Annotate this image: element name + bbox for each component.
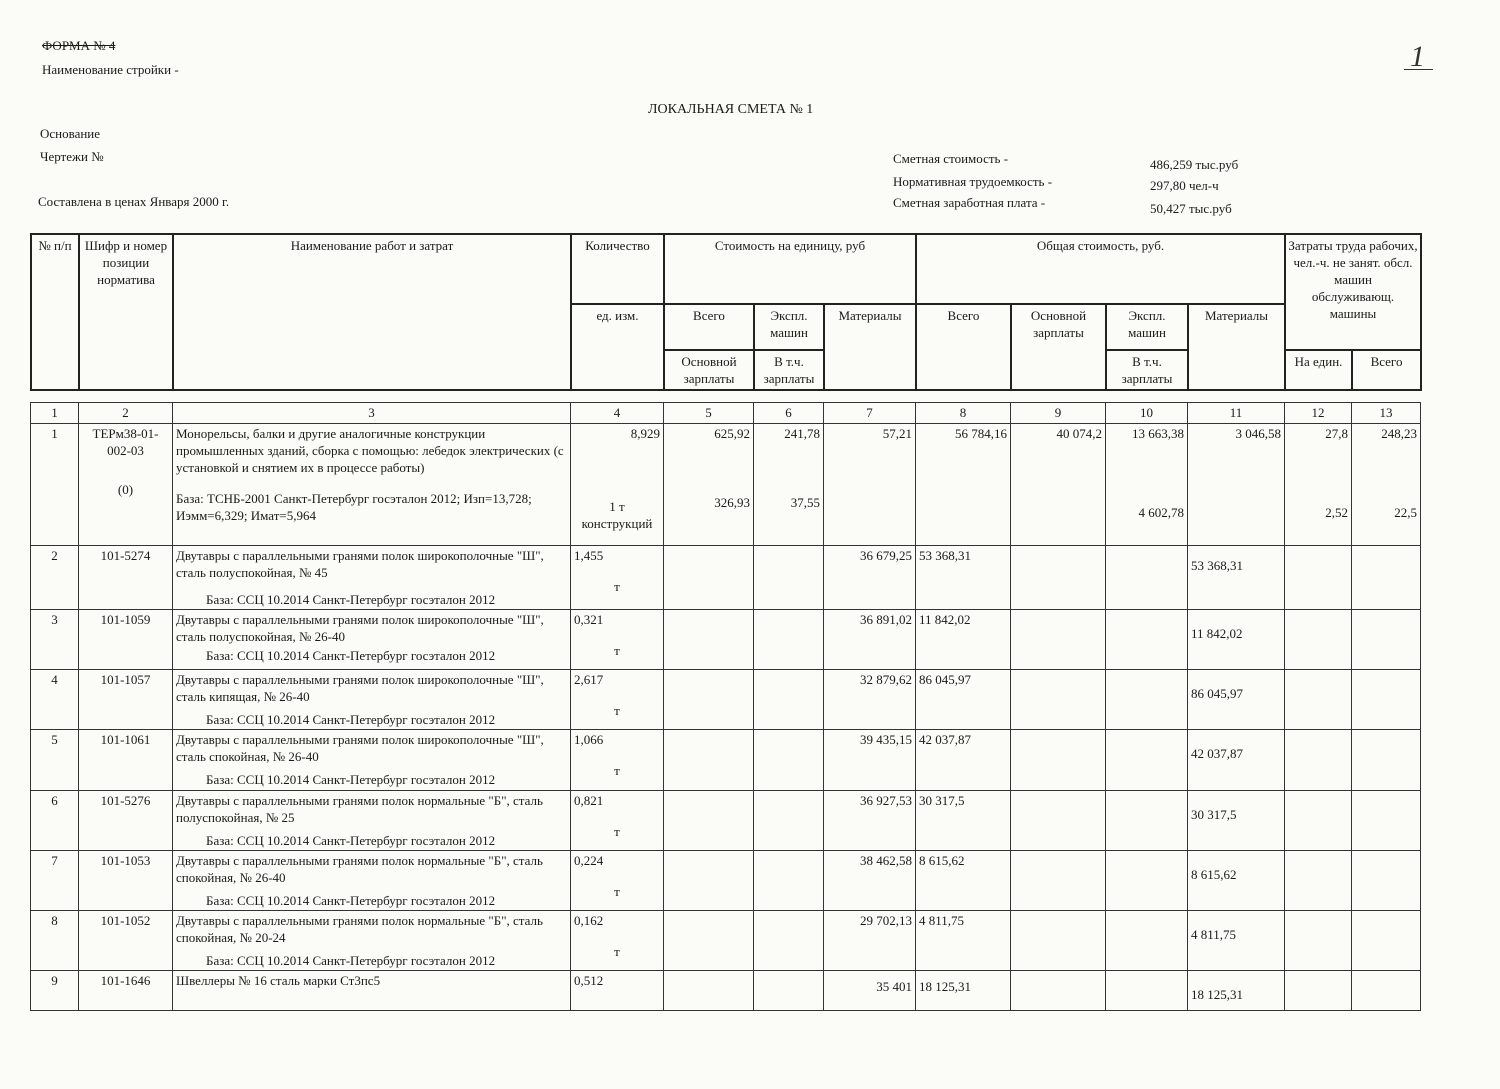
col-number: 6 <box>754 403 824 424</box>
row-c11 <box>1188 851 1285 911</box>
row-code: 101-1061 <box>79 730 173 791</box>
header-labor-total: Всего <box>1352 350 1421 390</box>
summary-label-cost: Сметная стоимость - <box>893 151 1009 166</box>
row-c12 <box>1285 911 1352 971</box>
row-c9 <box>1011 546 1106 610</box>
row-c11 <box>1188 971 1285 1011</box>
row-no: 4 <box>31 670 79 730</box>
row-no: 3 <box>31 610 79 670</box>
row-c7: 36 891,02 <box>824 610 916 670</box>
row-c9 <box>1011 791 1106 851</box>
row-c11-value: 53 368,31 <box>1191 558 1243 573</box>
row-c11 <box>1188 670 1285 730</box>
row-c8 <box>916 971 1011 1011</box>
row-no: 9 <box>31 971 79 1011</box>
row-c9 <box>1011 730 1106 791</box>
row-c12-sub: 2,52 <box>1325 505 1348 520</box>
row-qty <box>571 730 664 791</box>
row-base: База: ССЦ 10.2014 Санкт-Петербург госэталон 2012 <box>206 592 496 607</box>
row-unit: т <box>614 763 620 778</box>
row-qty-value: 1,455 <box>574 548 604 563</box>
row-base: База: ССЦ 10.2014 Санкт-Петербург госэталон 2012 <box>206 712 496 727</box>
estimate-header <box>30 233 1422 391</box>
drawings-label: Чертежи № <box>40 149 104 164</box>
row-c9 <box>1011 971 1106 1011</box>
row-name-text: Двутавры с параллельными гранями полок нормальные "Б", сталь спокойная, № 20-24 <box>176 913 543 945</box>
row-c8: 86 045,97 <box>916 670 1011 730</box>
col-number: 4 <box>571 403 664 424</box>
column-numbers-row <box>31 403 1421 424</box>
row-code: 101-5276 <box>79 791 173 851</box>
row-name <box>173 670 571 730</box>
row-c8: 42 037,87 <box>916 730 1011 791</box>
row-qty: 0,512 <box>571 971 664 1011</box>
header-per-unit: На един. <box>1285 350 1352 390</box>
row-qty-value: 8,929 <box>630 426 660 441</box>
col-number: 8 <box>916 403 1011 424</box>
col-number: 1 <box>31 403 79 424</box>
summary-value-labor: 297,80 чел-ч <box>1150 178 1219 193</box>
row-no: 8 <box>31 911 79 971</box>
header-unit-cost: Стоимость на единицу, руб <box>664 234 916 304</box>
row-c13 <box>1352 610 1421 670</box>
summary-value-wage: 50,427 тыс.руб <box>1150 201 1232 216</box>
row-c8: 11 842,02 <box>916 610 1011 670</box>
table-row <box>31 424 1421 546</box>
row-c6-sub: 37,55 <box>790 495 820 510</box>
header-expl: Экспл. машин <box>754 304 824 350</box>
row-c12-value: 27,8 <box>1325 426 1348 441</box>
header-qty: Количество <box>571 234 664 304</box>
col-number: 12 <box>1285 403 1352 424</box>
row-c10-sub: 4 602,78 <box>1138 505 1184 520</box>
row-qty-value: 0,821 <box>574 793 604 808</box>
row-c8: 8 615,62 <box>916 851 1011 911</box>
row-c10 <box>1106 424 1188 546</box>
row-qty <box>571 546 664 610</box>
row-unit: т <box>614 703 620 718</box>
row-c9 <box>1011 610 1106 670</box>
row-c6 <box>754 971 824 1011</box>
row-code: 101-1646 <box>79 971 173 1011</box>
col-number: 11 <box>1188 403 1285 424</box>
table-row <box>31 911 1421 971</box>
row-name <box>173 610 571 670</box>
row-c13 <box>1352 546 1421 610</box>
header-name: Наименование работ и затрат <box>173 234 571 390</box>
row-c11-value: 86 045,97 <box>1191 686 1243 701</box>
row-c10-value: 13 663,38 <box>1132 426 1184 441</box>
row-no: 7 <box>31 851 79 911</box>
row-name-text: Двутавры с параллельными гранями полок широкополочные "Ш", сталь спокойная, № 26-40 <box>176 732 544 764</box>
table-row <box>31 791 1421 851</box>
row-c5-sub: 326,93 <box>714 495 750 510</box>
header-labor-text: Затраты труда рабочих, чел.-ч. не занят. обсл. машин <box>1288 238 1418 287</box>
row-c12 <box>1285 791 1352 851</box>
row-c5-value: 625,92 <box>714 426 750 441</box>
form-number: ФОРМА № 4 <box>42 38 116 53</box>
row-unit: т <box>614 824 620 839</box>
header-basic-wage: Основной зарплаты <box>664 350 754 390</box>
row-c7: 36 927,53 <box>824 791 916 851</box>
row-unit: т <box>614 884 620 899</box>
row-base: База: ССЦ 10.2014 Санкт-Петербург госэталон 2012 <box>206 772 496 787</box>
row-c6 <box>754 730 824 791</box>
table-row <box>31 971 1421 1011</box>
row-no: 1 <box>31 424 79 546</box>
row-code <box>79 424 173 546</box>
row-name-text: Двутавры с параллельными гранями полок нормальные "Б", сталь спокойная, № 26-40 <box>176 853 543 885</box>
row-code: 101-1059 <box>79 610 173 670</box>
row-name <box>173 911 571 971</box>
row-c5 <box>664 971 754 1011</box>
row-c11 <box>1188 730 1285 791</box>
row-c13 <box>1352 911 1421 971</box>
header-unit: ед. изм. <box>571 304 664 390</box>
col-number: 2 <box>79 403 173 424</box>
row-qty <box>571 424 664 546</box>
row-c10 <box>1106 851 1188 911</box>
row-qty-value: 0,162 <box>574 913 604 928</box>
row-qty-value: 0,321 <box>574 612 604 627</box>
document-title: ЛОКАЛЬНАЯ СМЕТА № 1 <box>648 102 814 117</box>
row-c13-sub: 22,5 <box>1394 505 1417 520</box>
row-qty-value: 0,224 <box>574 853 604 868</box>
header-total-cost: Общая стоимость, руб. <box>916 234 1285 304</box>
row-name <box>173 791 571 851</box>
row-c9 <box>1011 670 1106 730</box>
row-c11 <box>1188 610 1285 670</box>
row-c7: 32 879,62 <box>824 670 916 730</box>
table-row <box>31 546 1421 610</box>
row-code: 101-1052 <box>79 911 173 971</box>
row-c5 <box>664 791 754 851</box>
construction-name-label: Наименование стройки - <box>42 62 179 77</box>
row-code-sub: (0) <box>117 482 134 497</box>
col-number: 9 <box>1011 403 1106 424</box>
row-c10 <box>1106 670 1188 730</box>
row-unit: т <box>614 579 620 594</box>
row-c13 <box>1352 730 1421 791</box>
row-c13 <box>1352 424 1421 546</box>
row-c7: 29 702,13 <box>824 911 916 971</box>
row-qty <box>571 670 664 730</box>
row-c11-value: 42 037,87 <box>1191 746 1243 761</box>
col-number: 13 <box>1352 403 1421 424</box>
row-c12 <box>1285 424 1352 546</box>
row-c6 <box>754 670 824 730</box>
header-expl2: Экспл. машин <box>1106 304 1188 350</box>
row-c10 <box>1106 911 1188 971</box>
row-c12 <box>1285 730 1352 791</box>
basis-label: Основание <box>40 126 101 141</box>
summary-label-labor: Нормативная трудоемкость - <box>893 174 1053 189</box>
header-total2: Всего <box>916 304 1011 390</box>
row-unit: 1 т конструкций <box>581 499 653 531</box>
row-c5 <box>664 911 754 971</box>
header-materials2: Материалы <box>1188 304 1285 390</box>
row-code-text: ТЕРм38-01-002-03 <box>92 426 159 458</box>
row-c5 <box>664 851 754 911</box>
header-all: Всего <box>664 304 754 350</box>
row-code: 101-1057 <box>79 670 173 730</box>
row-c6-value: 241,78 <box>784 426 820 441</box>
row-c11 <box>1188 791 1285 851</box>
row-c11 <box>1188 546 1285 610</box>
row-no: 5 <box>31 730 79 791</box>
row-c11-value: 8 615,62 <box>1191 867 1237 882</box>
row-name <box>173 424 571 546</box>
row-name <box>173 851 571 911</box>
row-c5 <box>664 610 754 670</box>
row-c7: 57,21 <box>824 424 916 546</box>
row-c9: 40 074,2 <box>1011 424 1106 546</box>
row-c11: 3 046,58 <box>1188 424 1285 546</box>
row-c8-value: 18 125,31 <box>919 979 971 994</box>
row-qty <box>571 911 664 971</box>
col-number: 10 <box>1106 403 1188 424</box>
row-qty-value: 1,066 <box>574 732 604 747</box>
row-base: База: ССЦ 10.2014 Санкт-Петербург госэталон 2012 <box>206 648 496 663</box>
table-row <box>31 610 1421 670</box>
row-c12 <box>1285 971 1352 1011</box>
row-qty <box>571 791 664 851</box>
table-row <box>31 851 1421 911</box>
table-row <box>31 730 1421 791</box>
row-c6 <box>754 791 824 851</box>
row-c13 <box>1352 971 1421 1011</box>
row-name <box>173 546 571 610</box>
row-c10 <box>1106 610 1188 670</box>
row-name: Швеллеры № 16 сталь марки Ст3пс5 <box>173 971 571 1011</box>
summary-value-cost: 486,259 тыс.руб <box>1150 157 1239 172</box>
row-c13 <box>1352 670 1421 730</box>
row-unit: т <box>614 643 620 658</box>
row-code: 101-5274 <box>79 546 173 610</box>
row-c6 <box>754 911 824 971</box>
row-c7 <box>824 971 916 1011</box>
row-c13 <box>1352 791 1421 851</box>
row-qty <box>571 610 664 670</box>
header-labor <box>1285 234 1421 350</box>
row-c5 <box>664 546 754 610</box>
row-c10 <box>1106 730 1188 791</box>
col-number: 3 <box>173 403 571 424</box>
row-base: База: ССЦ 10.2014 Санкт-Петербург госэталон 2012 <box>206 833 496 848</box>
row-c8: 30 317,5 <box>916 791 1011 851</box>
header-no: № п/п <box>31 234 79 390</box>
row-name-text: Двутавры с параллельными гранями полок нормальные "Б", сталь полуспокойная, № 25 <box>176 793 543 825</box>
row-c6 <box>754 851 824 911</box>
col-number: 5 <box>664 403 754 424</box>
row-qty-value: 2,617 <box>574 672 604 687</box>
row-name-text: Монорельсы, балки и другие аналогичные конструкции промышленных зданий, сборка с помощью: лебедок электрических (с установкой и снятием их в процессе работы) <box>176 426 564 475</box>
prices-note: Составлена в ценах Января 2000 г. <box>38 194 230 209</box>
estimate-body <box>30 402 1421 1011</box>
row-c7: 36 679,25 <box>824 546 916 610</box>
row-c7: 38 462,58 <box>824 851 916 911</box>
row-c9 <box>1011 911 1106 971</box>
row-base: База: ССЦ 10.2014 Санкт-Петербург госэталон 2012 <box>206 893 496 908</box>
row-c6 <box>754 424 824 546</box>
header-incl-wage: В т.ч. зарплаты <box>754 350 824 390</box>
row-c12 <box>1285 670 1352 730</box>
table-row <box>31 670 1421 730</box>
row-c11-value: 18 125,31 <box>1191 987 1243 1002</box>
row-name-text: Двутавры с параллельными гранями полок широкополочные "Ш", сталь полуспокойная, № 45 <box>176 548 544 580</box>
row-c12 <box>1285 610 1352 670</box>
header-code: Шифр и номер позиции норматива <box>79 234 173 390</box>
header-labor-mach: обслуживающ. машины <box>1311 289 1395 321</box>
row-base: База: ССЦ 10.2014 Санкт-Петербург госэталон 2012 <box>206 953 496 968</box>
summary-label-wage: Сметная заработная плата - <box>893 195 1046 210</box>
row-c7: 39 435,15 <box>824 730 916 791</box>
row-base: База: ТСНБ-2001 Санкт-Петербург госэталон 2012; Изп=13,728; Иэмм=6,329; Имат=5,964 <box>176 491 532 523</box>
row-no: 6 <box>31 791 79 851</box>
row-c5 <box>664 424 754 546</box>
header-incl-wage2: В т.ч. зарплаты <box>1106 350 1188 390</box>
row-c7-value: 35 401 <box>876 979 912 994</box>
row-c11 <box>1188 911 1285 971</box>
row-c5 <box>664 670 754 730</box>
row-c11-value: 4 811,75 <box>1191 927 1237 942</box>
page-mark: 1 <box>1410 40 1425 73</box>
col-number: 7 <box>824 403 916 424</box>
row-c5 <box>664 730 754 791</box>
row-name-text: Двутавры с параллельными гранями полок широкополочные "Ш", сталь полуспокойная, № 26-40 <box>176 612 544 644</box>
row-unit: т <box>614 944 620 959</box>
row-c11-value: 30 317,5 <box>1191 807 1237 822</box>
row-c13 <box>1352 851 1421 911</box>
row-code: 101-1053 <box>79 851 173 911</box>
header-basic-wage2: Основной зарплаты <box>1011 304 1106 390</box>
row-name <box>173 730 571 791</box>
row-c10 <box>1106 546 1188 610</box>
row-no: 2 <box>31 546 79 610</box>
row-c10 <box>1106 791 1188 851</box>
row-c12 <box>1285 546 1352 610</box>
row-c9 <box>1011 851 1106 911</box>
row-c10 <box>1106 971 1188 1011</box>
row-name-text: Двутавры с параллельными гранями полок широкополочные "Ш", сталь кипящая, № 26-40 <box>176 672 544 704</box>
row-c8: 53 368,31 <box>916 546 1011 610</box>
row-c6 <box>754 546 824 610</box>
row-qty <box>571 851 664 911</box>
row-c13-value: 248,23 <box>1381 426 1417 441</box>
row-c8: 56 784,16 <box>916 424 1011 546</box>
row-c11-value: 11 842,02 <box>1191 626 1243 641</box>
header-materials: Материалы <box>824 304 916 390</box>
row-c8: 4 811,75 <box>916 911 1011 971</box>
row-c12 <box>1285 851 1352 911</box>
row-c6 <box>754 610 824 670</box>
